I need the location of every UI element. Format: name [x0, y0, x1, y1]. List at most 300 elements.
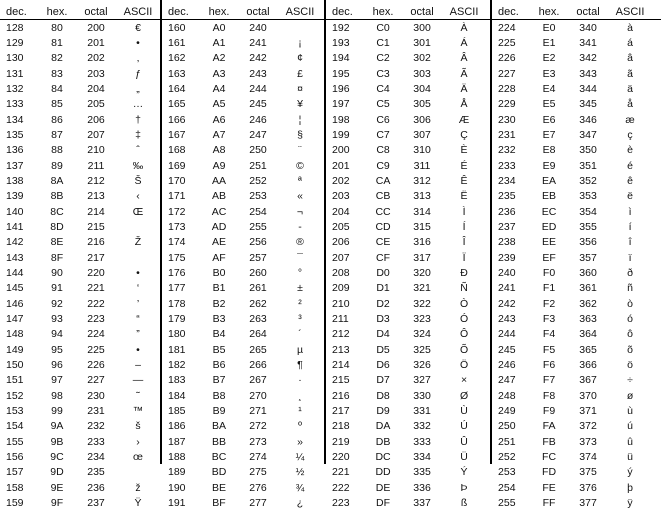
table-row [326, 51, 490, 66]
octal-cell: 312 [413, 174, 431, 187]
octal-cell: 203 [87, 67, 105, 80]
ascii-cell: ž [135, 481, 141, 494]
dec-cell: 168 [168, 144, 186, 157]
dec-cell: 128 [6, 21, 24, 34]
octal-cell: 366 [579, 358, 597, 371]
octal-cell: 225 [87, 343, 105, 356]
octal-cell: 237 [87, 496, 105, 509]
table-row [162, 265, 324, 280]
column-header-ascii: ASCII [123, 6, 153, 18]
octal-cell: 357 [579, 251, 597, 264]
octal-cell: 230 [87, 389, 105, 402]
ascii-cell: ¦ [298, 113, 302, 126]
dec-cell: 210 [332, 297, 350, 310]
hex-cell: 94 [51, 328, 63, 341]
hex-cell: 82 [51, 52, 63, 65]
dec-cell: 161 [168, 36, 186, 49]
hex-cell: A5 [212, 98, 226, 111]
dec-cell: 172 [168, 205, 186, 218]
column-header-dec: dec. [6, 6, 27, 18]
hex-cell: C7 [376, 128, 390, 141]
table-row [326, 127, 490, 142]
octal-cell: 364 [579, 328, 597, 341]
table-row [162, 465, 324, 480]
dec-cell: 206 [332, 236, 350, 249]
hex-cell: F1 [542, 282, 556, 295]
ascii-cell: ‘ [136, 282, 140, 295]
ascii-cell: ¼ [295, 450, 305, 463]
ascii-cell: å [627, 98, 633, 111]
octal-cell: 216 [87, 236, 105, 249]
octal-cell: 234 [87, 450, 105, 463]
ascii-cell: ý [627, 466, 633, 479]
dec-cell: 154 [6, 420, 24, 433]
octal-cell: 344 [579, 82, 597, 95]
hex-cell: 95 [51, 343, 63, 356]
table-row [492, 281, 661, 296]
hex-cell: B4 [212, 328, 226, 341]
ascii-cell: ë [627, 190, 633, 203]
hex-cell: B1 [212, 282, 226, 295]
hex-cell: FC [542, 450, 557, 463]
table-row [0, 219, 160, 234]
table-section [490, 0, 661, 509]
ascii-cell: … [132, 98, 144, 111]
ascii-cell: € [135, 21, 141, 34]
table-row [326, 419, 490, 434]
ascii-cell: • [136, 266, 140, 279]
ascii-cell: ´ [298, 328, 302, 341]
hex-cell: E0 [542, 21, 556, 34]
dec-cell: 252 [498, 450, 516, 463]
hex-cell: A2 [212, 52, 226, 65]
hex-cell: CA [375, 174, 391, 187]
ascii-cell: È [460, 144, 468, 157]
ascii-cell: á [627, 36, 633, 49]
column-header-octal: octal [84, 6, 108, 18]
ascii-cell: ö [627, 358, 633, 371]
ascii-cell: í [628, 220, 632, 233]
octal-cell: 276 [249, 481, 267, 494]
dec-cell: 229 [498, 98, 516, 111]
dec-cell: 212 [332, 328, 350, 341]
ascii-cell: Â [460, 52, 468, 65]
table-row [492, 219, 661, 234]
table-row [326, 35, 490, 50]
ascii-cell: Î [462, 236, 466, 249]
table-row [0, 35, 160, 50]
octal-cell: 247 [249, 128, 267, 141]
octal-cell: 340 [579, 21, 597, 34]
dec-cell: 155 [6, 435, 24, 448]
dec-cell: 233 [498, 159, 516, 172]
ascii-cell: À [460, 21, 468, 34]
octal-cell: 221 [87, 282, 105, 295]
dec-cell: 142 [6, 236, 24, 249]
dec-cell: 250 [498, 420, 516, 433]
table-row [0, 281, 160, 296]
octal-cell: 260 [249, 266, 267, 279]
dec-cell: 225 [498, 36, 516, 49]
dec-cell: 244 [498, 328, 516, 341]
octal-cell: 217 [87, 251, 105, 264]
table-row [326, 143, 490, 158]
dec-cell: 247 [498, 374, 516, 387]
hex-cell: 92 [51, 297, 63, 310]
octal-cell: 201 [87, 36, 105, 49]
table-row [492, 388, 661, 403]
table-row [492, 495, 661, 510]
ascii-cell: ‰ [132, 159, 144, 172]
table-row [492, 311, 661, 326]
octal-cell: 375 [579, 466, 597, 479]
ascii-cell: ñ [627, 282, 633, 295]
table-row [0, 81, 160, 96]
dec-cell: 218 [332, 420, 350, 433]
dec-cell: 202 [332, 174, 350, 187]
table-row [492, 434, 661, 449]
ascii-cell: © [296, 159, 304, 172]
octal-cell: 267 [249, 374, 267, 387]
dec-cell: 239 [498, 251, 516, 264]
octal-cell: 261 [249, 282, 267, 295]
octal-cell: 264 [249, 328, 267, 341]
column-header-row [492, 0, 661, 20]
hex-cell: F3 [542, 312, 556, 325]
dec-cell: 139 [6, 190, 24, 203]
ascii-cell: Æ [458, 113, 470, 126]
octal-cell: 300 [413, 21, 431, 34]
table-row [162, 388, 324, 403]
octal-cell: 371 [579, 404, 597, 417]
dec-cell: 136 [6, 144, 24, 157]
octal-cell: 377 [579, 496, 597, 509]
hex-cell: 9A [50, 420, 64, 433]
dec-cell: 199 [332, 128, 350, 141]
table-row [162, 327, 324, 342]
dec-cell: 235 [498, 190, 516, 203]
hex-cell: 9D [50, 466, 64, 479]
dec-cell: 204 [332, 205, 350, 218]
table-row [162, 419, 324, 434]
ascii-cell: ƒ [135, 67, 141, 80]
column-header-octal: octal [576, 6, 600, 18]
dec-cell: 254 [498, 481, 516, 494]
table-row [326, 495, 490, 510]
table-row [326, 281, 490, 296]
octal-cell: 315 [413, 220, 431, 233]
octal-cell: 236 [87, 481, 105, 494]
dec-cell: 171 [168, 190, 186, 203]
dec-cell: 191 [168, 496, 186, 509]
dec-cell: 193 [332, 36, 350, 49]
dec-cell: 160 [168, 21, 186, 34]
table-row [0, 419, 160, 434]
hex-cell: AC [211, 205, 227, 218]
table-body [0, 20, 160, 511]
octal-cell: 362 [579, 297, 597, 310]
ascii-cell: ò [627, 297, 633, 310]
octal-cell: 311 [413, 159, 431, 172]
dec-cell: 146 [6, 297, 24, 310]
dec-cell: 237 [498, 220, 516, 233]
ascii-cell: Œ [132, 205, 144, 218]
octal-cell: 262 [249, 297, 267, 310]
dec-cell: 149 [6, 343, 24, 356]
table-row [492, 296, 661, 311]
table-row [162, 189, 324, 204]
octal-cell: 212 [87, 174, 105, 187]
ascii-cell: ü [627, 450, 633, 463]
table-row [492, 143, 661, 158]
hex-cell: D3 [376, 312, 390, 325]
dec-cell: 223 [332, 496, 350, 509]
ascii-cell: Ñ [460, 282, 468, 295]
table-row [162, 112, 324, 127]
octal-cell: 324 [413, 328, 431, 341]
octal-cell: 326 [413, 358, 431, 371]
hex-cell: C0 [376, 21, 390, 34]
hex-cell: F7 [542, 374, 556, 387]
hex-cell: 99 [51, 404, 63, 417]
hex-cell: E1 [542, 36, 556, 49]
column-header-octal: octal [246, 6, 270, 18]
ascii-cell: š [135, 420, 141, 433]
hex-cell: 91 [51, 282, 63, 295]
octal-cell: 337 [413, 496, 431, 509]
table-row [162, 480, 324, 495]
octal-cell: 301 [413, 36, 431, 49]
table-row [326, 342, 490, 357]
ascii-cell: « [297, 190, 303, 203]
dec-cell: 217 [332, 404, 350, 417]
hex-cell: CB [375, 190, 391, 203]
column-header-row [0, 0, 160, 20]
dec-cell: 230 [498, 113, 516, 126]
dec-cell: 234 [498, 174, 516, 187]
hex-cell: D7 [376, 374, 390, 387]
ascii-cell: ° [297, 266, 303, 279]
hex-cell: A7 [212, 128, 226, 141]
octal-cell: 211 [87, 159, 105, 172]
hex-cell: AB [211, 190, 226, 203]
table-row [0, 388, 160, 403]
table-row [326, 173, 490, 188]
column-header-ascii: ASCII [449, 6, 479, 18]
table-row [492, 81, 661, 96]
dec-cell: 236 [498, 205, 516, 218]
ascii-cell: ß [460, 496, 468, 509]
octal-cell: 365 [579, 343, 597, 356]
ascii-cell: û [627, 435, 633, 448]
hex-cell: E8 [542, 144, 556, 157]
octal-cell: 307 [413, 128, 431, 141]
ascii-cell: æ [625, 113, 635, 126]
ascii-cell: ª [298, 174, 302, 187]
dec-cell: 196 [332, 82, 350, 95]
table-row [162, 357, 324, 372]
hex-cell: C1 [376, 36, 390, 49]
table-row [0, 112, 160, 127]
dec-cell: 188 [168, 450, 186, 463]
hex-cell: 86 [51, 113, 63, 126]
hex-cell: C4 [376, 82, 390, 95]
column-header-hex: hex. [208, 6, 230, 18]
table-row [492, 327, 661, 342]
dec-cell: 164 [168, 82, 186, 95]
hex-cell: A3 [212, 67, 226, 80]
table-row [162, 127, 324, 142]
dec-cell: 153 [6, 404, 24, 417]
octal-cell: 226 [87, 358, 105, 371]
table-row [492, 373, 661, 388]
hex-cell: FA [542, 420, 556, 433]
dec-cell: 207 [332, 251, 350, 264]
dec-cell: 200 [332, 144, 350, 157]
ascii-cell: - [298, 220, 302, 233]
table-row [162, 342, 324, 357]
table-row [0, 173, 160, 188]
table-row [326, 388, 490, 403]
hex-cell: 80 [51, 21, 63, 34]
hex-cell: 8C [50, 205, 64, 218]
ascii-cell: ¡ [298, 36, 302, 49]
table-row [0, 327, 160, 342]
hex-cell: 83 [51, 67, 63, 80]
octal-cell: 352 [579, 174, 597, 187]
dec-cell: 253 [498, 466, 516, 479]
dec-cell: 197 [332, 98, 350, 111]
octal-cell: 213 [87, 190, 105, 203]
hex-cell: DB [375, 435, 391, 448]
dec-cell: 145 [6, 282, 24, 295]
table-row [326, 158, 490, 173]
hex-cell: CF [376, 251, 391, 264]
octal-cell: 272 [249, 420, 267, 433]
hex-cell: B2 [212, 297, 226, 310]
hex-cell: BE [211, 481, 226, 494]
dec-cell: 243 [498, 312, 516, 325]
dec-cell: 215 [332, 374, 350, 387]
table-row [326, 97, 490, 112]
octal-cell: 263 [249, 312, 267, 325]
table-row [326, 189, 490, 204]
hex-cell: 8A [50, 174, 64, 187]
hex-cell: 9F [50, 496, 64, 509]
column-header-dec: dec. [498, 6, 519, 18]
table-row [326, 327, 490, 342]
dec-cell: 177 [168, 282, 186, 295]
dec-cell: 209 [332, 282, 350, 295]
table-row [326, 465, 490, 480]
dec-cell: 213 [332, 343, 350, 356]
hex-cell: B8 [212, 389, 226, 402]
hex-cell: DA [375, 420, 391, 433]
octal-cell: 323 [413, 312, 431, 325]
octal-cell: 251 [249, 159, 267, 172]
table-row [492, 235, 661, 250]
table-row [162, 204, 324, 219]
ascii-cell: Ž [134, 236, 142, 249]
dec-cell: 158 [6, 481, 24, 494]
ascii-cell: £ [297, 67, 303, 80]
table-row [326, 434, 490, 449]
ascii-cell: ¾ [295, 481, 305, 494]
table-row [492, 204, 661, 219]
table-section [160, 0, 324, 509]
table-row [492, 403, 661, 418]
hex-cell: 96 [51, 358, 63, 371]
octal-cell: 245 [249, 98, 267, 111]
table-row [492, 127, 661, 142]
octal-cell: 270 [249, 389, 267, 402]
table-row [326, 219, 490, 234]
hex-cell: ED [541, 220, 557, 233]
ascii-cell: × [460, 374, 468, 387]
octal-cell: 304 [413, 82, 431, 95]
dec-cell: 178 [168, 297, 186, 310]
hex-cell: C5 [376, 98, 390, 111]
hex-cell: DD [375, 466, 391, 479]
octal-cell: 207 [87, 128, 105, 141]
hex-cell: F8 [542, 389, 556, 402]
ascii-cell: Ç [460, 128, 468, 141]
table-row [326, 250, 490, 265]
table-row [162, 219, 324, 234]
octal-cell: 332 [413, 420, 431, 433]
column-header-hex: hex. [46, 6, 68, 18]
dec-cell: 129 [6, 36, 24, 49]
ascii-cell: ® [296, 236, 304, 249]
hex-cell: D8 [376, 389, 390, 402]
hex-cell: 8D [50, 220, 64, 233]
ascii-cell: Ÿ [134, 496, 142, 509]
ascii-cell: à [627, 21, 633, 34]
table-row [0, 403, 160, 418]
hex-cell: D5 [376, 343, 390, 356]
hex-cell: A6 [212, 113, 226, 126]
dec-cell: 226 [498, 52, 516, 65]
table-row [0, 357, 160, 372]
table-row [492, 342, 661, 357]
ascii-cell: ± [297, 282, 303, 295]
table-row [0, 265, 160, 280]
table-row [162, 51, 324, 66]
table-row [162, 281, 324, 296]
octal-cell: 353 [579, 190, 597, 203]
dec-cell: 249 [498, 404, 516, 417]
octal-cell: 204 [87, 82, 105, 95]
table-row [0, 434, 160, 449]
table-row [326, 403, 490, 418]
table-row [0, 158, 160, 173]
ascii-cell: ì [628, 205, 632, 218]
table-row [326, 296, 490, 311]
column-header-ascii: ASCII [285, 6, 315, 18]
octal-cell: 224 [87, 328, 105, 341]
octal-cell: 321 [413, 282, 431, 295]
hex-cell: F9 [542, 404, 556, 417]
hex-cell: BF [212, 496, 226, 509]
table-row [0, 189, 160, 204]
dec-cell: 150 [6, 358, 24, 371]
octal-cell: 316 [413, 236, 431, 249]
ascii-cell: ù [627, 404, 633, 417]
ascii-cell: ê [627, 174, 633, 187]
table-row [162, 173, 324, 188]
dec-cell: 241 [498, 282, 516, 295]
table-row [162, 158, 324, 173]
